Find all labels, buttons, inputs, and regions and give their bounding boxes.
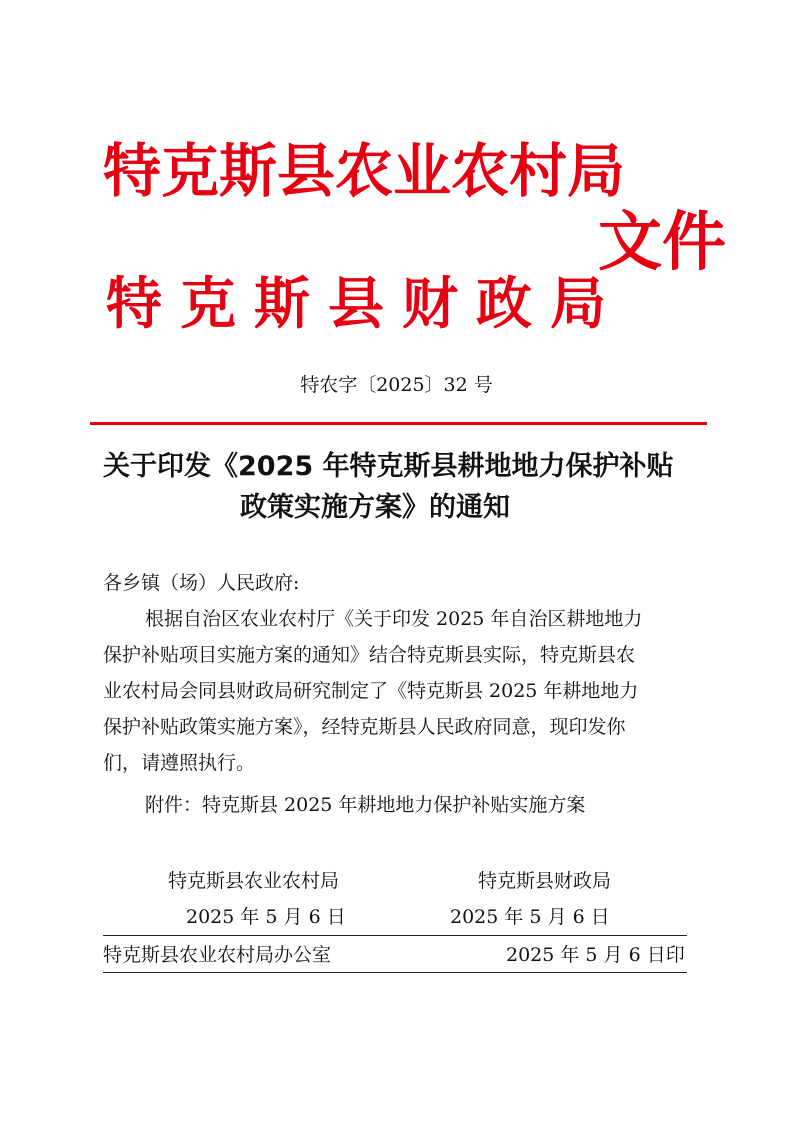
footer-top-rule — [103, 935, 687, 936]
issuer-finance-bureau: 特克斯县财政局 — [106, 272, 624, 337]
signature-agriculture-bureau: 特克斯县农业农村局 — [168, 870, 340, 892]
issuing-office: 特克斯县农业农村局办公室 — [103, 944, 332, 966]
attachment-note: 附件：特克斯县 2025 年耕地地力保护补贴实施方案 — [145, 794, 586, 816]
notice-title-line-1: 关于印发《2025 年特克斯县耕地地力保护补贴 — [103, 451, 674, 482]
signature-date-right: 2025 年 5 月 6 日 — [450, 906, 610, 928]
signature-finance-bureau: 特克斯县财政局 — [478, 870, 612, 892]
signature-date-left: 2025 年 5 月 6 日 — [186, 906, 346, 928]
document-number: 特农字〔2025〕32 号 — [300, 374, 493, 396]
footer-bottom-rule — [103, 972, 687, 973]
red-separator-line — [90, 422, 707, 425]
paragraph-line: 们，请遵照执行。 — [103, 752, 256, 774]
paragraph-line: 保护补贴政策实施方案》，经特克斯县人民政府同意，现印发你 — [103, 716, 626, 738]
paragraph-line: 根据自治区农业农村厅《关于印发 2025 年自治区耕地地力 — [145, 608, 643, 630]
notice-title-line-2: 政策实施方案》的通知 — [240, 492, 510, 523]
print-date: 2025 年 5 月 6 日印 — [506, 944, 685, 966]
paragraph-line: 业农村局会同县财政局研究制定了《特克斯县 2025 年耕地地力 — [103, 680, 639, 702]
document-word: 文件 — [598, 206, 726, 280]
issuer-agriculture-bureau: 特克斯县农业农村局 — [103, 137, 626, 205]
salutation: 各乡镇（场）人民政府: — [103, 572, 300, 594]
paragraph-line: 保护补贴项目实施方案的通知》结合特克斯县实际，特克斯县农 — [103, 644, 636, 666]
